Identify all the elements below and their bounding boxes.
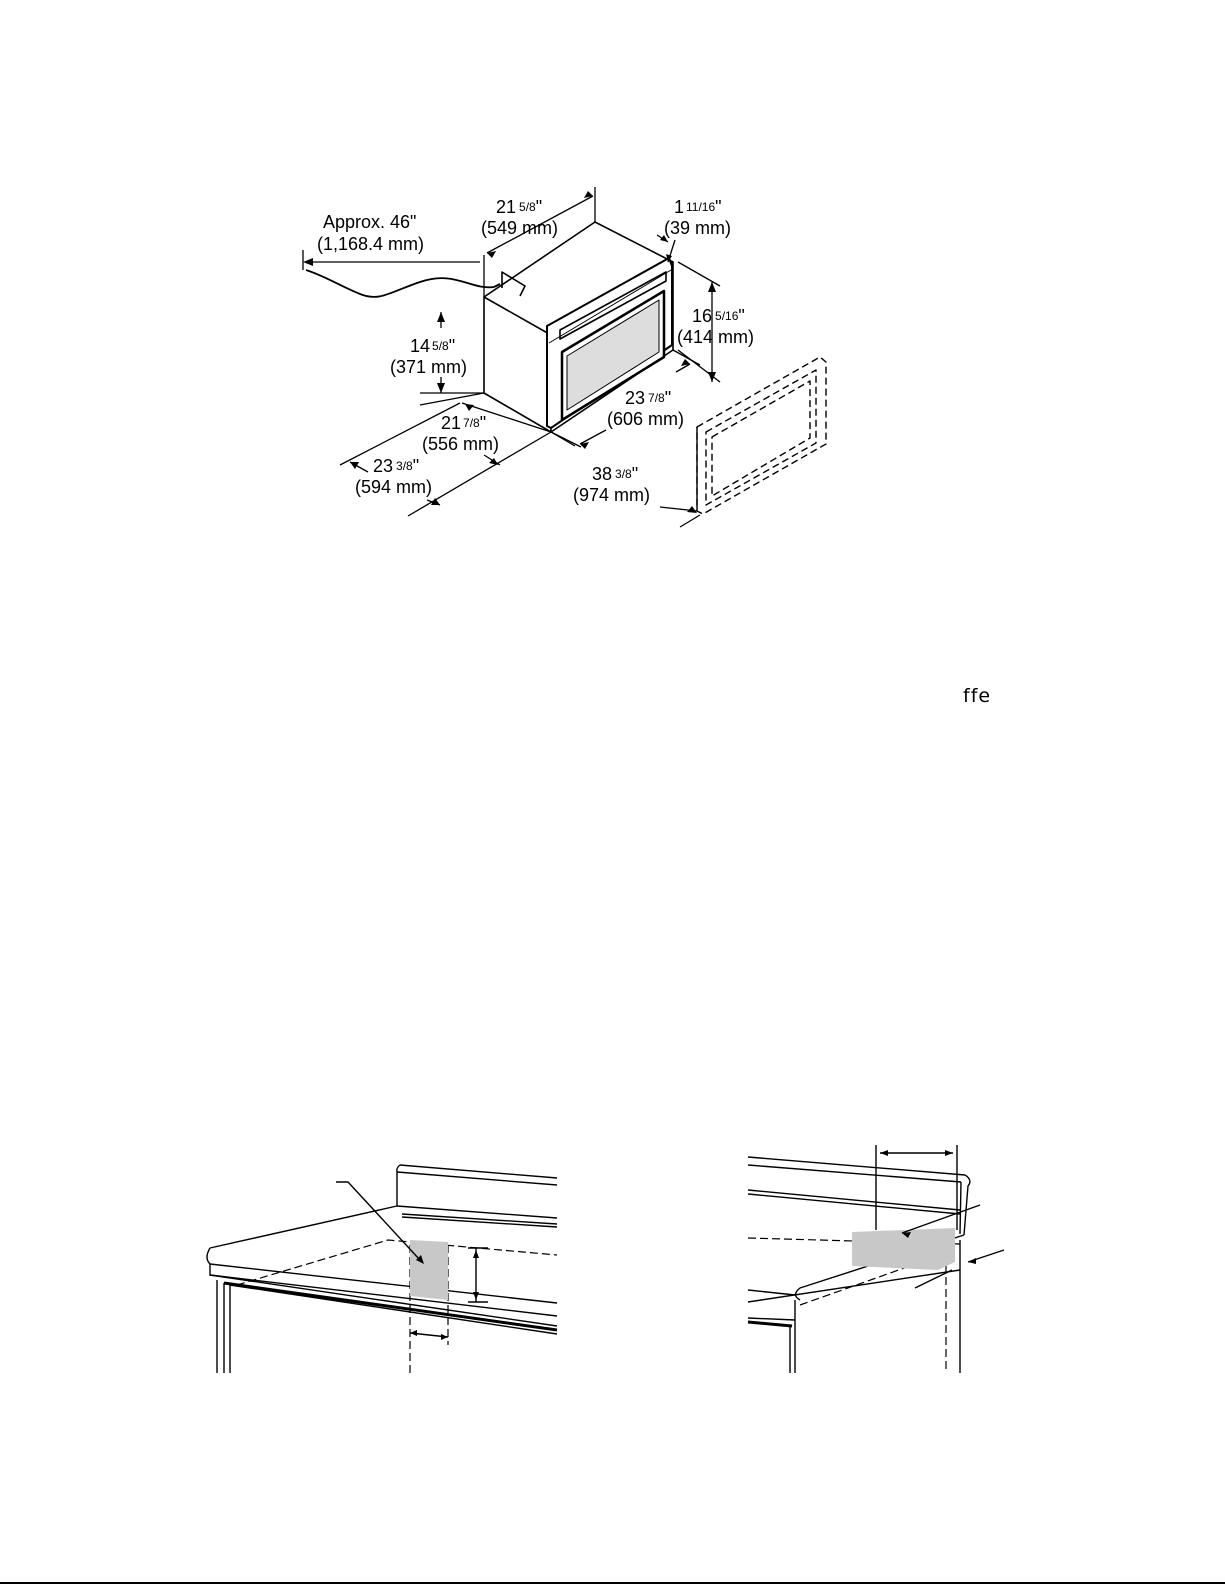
- cord-length-line1: Approx. 46": [323, 212, 417, 232]
- page-bottom-rule: [0, 1582, 1225, 1584]
- cord-length-line2: (1,168.4 mm): [317, 234, 425, 254]
- front-width-label: 23 7/8": [625, 388, 672, 408]
- countertop-left-illustration: [207, 1165, 557, 1373]
- cord-height-mm: (371 mm): [390, 357, 468, 377]
- overall-depth-label: 23 3/8": [373, 456, 420, 476]
- power-cord: [306, 270, 494, 297]
- front-width-mm: (606 mm): [607, 409, 685, 429]
- depth-mm: (556 mm): [422, 434, 500, 454]
- cord-height-label: 14 5/8": [410, 336, 456, 356]
- door-open-depth-mm: (974 mm): [573, 485, 651, 505]
- open-door-outline: [697, 357, 826, 514]
- height-label: 16 5/16": [692, 306, 745, 326]
- door-thickness-label: 1 11/16": [674, 197, 722, 217]
- door-thickness-mm: (39 mm): [664, 218, 731, 238]
- height-mm: (414 mm): [677, 327, 755, 347]
- outlet-zone-right: [852, 1228, 955, 1270]
- countertop-right-illustration: [748, 1145, 1004, 1373]
- width-label: 21 5/8": [496, 197, 543, 217]
- width-mm: (549 mm): [481, 218, 559, 238]
- depth-label: 21 7/8": [441, 413, 487, 433]
- overall-depth-mm: (594 mm): [355, 477, 433, 497]
- stray-text: ffe: [963, 685, 992, 707]
- outlet-zone-left: [410, 1240, 448, 1300]
- door-open-depth-label: 38 3/8": [592, 464, 639, 484]
